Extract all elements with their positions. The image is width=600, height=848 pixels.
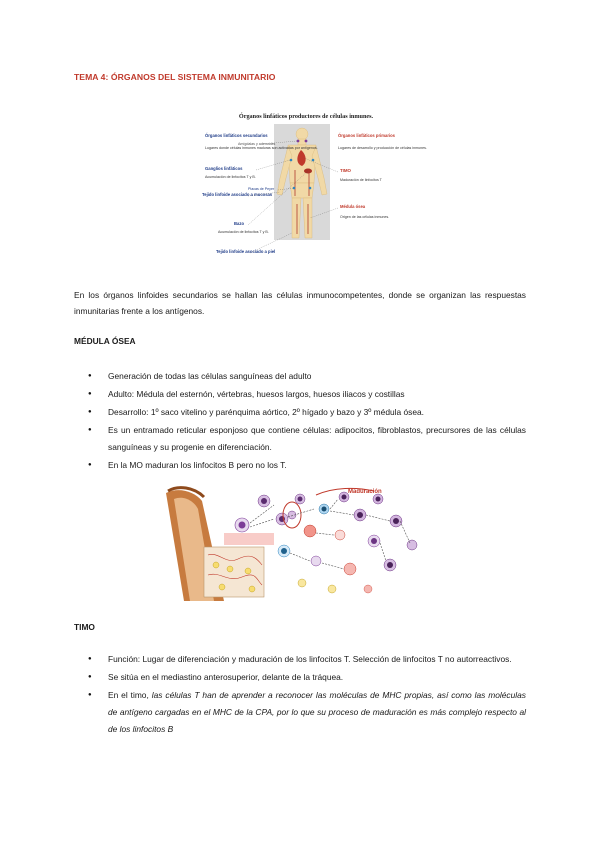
label-thymus: TIMO xyxy=(340,168,351,173)
label-peyer: Placas de Peyer xyxy=(248,187,275,191)
medula-list xyxy=(74,368,526,475)
label-marrow-desc: Origen de las células inmunes. xyxy=(340,215,390,219)
intro-paragraph: En los órganos linfoides secundarios se hallan las células inmunocompetentes, donde se organizan las respuestas inmunitarias frente a los antígenos. xyxy=(74,290,526,316)
document-title: TEMA 4: ÓRGANOS DEL SISTEMA INMUNITARIO xyxy=(74,72,276,82)
figure1-title: Órganos linfáticos productores de células inmunes. xyxy=(238,113,374,120)
label-thymus-desc: Maduración de linfocitos T xyxy=(340,178,382,182)
label-spleen: Bazo xyxy=(234,221,245,226)
label-spleen-desc: Acumulación de linfocitos T y B. xyxy=(218,230,269,234)
list-item: ● Adulto: Médula del esternón, vértebras, huesos largos, huesos iliacos y costillas xyxy=(74,386,526,403)
list-item: ● Se sitúa en el mediastino anterosuperior, delante de la tráquea. xyxy=(74,669,526,686)
bone-marrow-figure xyxy=(164,485,430,601)
label-tonsils: Amígdalas y adenoides xyxy=(238,142,276,146)
list-item: ● Función: Lugar de diferenciación y maduración de los linfocitos T. Selección de linfocitos T no autorreactivos. xyxy=(74,651,526,668)
timo-list xyxy=(74,651,526,739)
label-secondary: Órganos linfáticos secundarios xyxy=(205,133,268,138)
label-malt: Tejido linfoide asociado a mucosas xyxy=(202,192,273,197)
item-italic-text: las células T han de aprender a reconocer las moléculas de MHC propias, así como las moléculas de antígeno cargadas en el MHC de la CPA, por lo que su proceso de maduración es más complejo respecto al de los linfocitos B xyxy=(108,690,526,734)
label-primary-desc: Lugares de desarrollo y producción de células inmunes. xyxy=(338,146,427,150)
label-lymph-nodes-desc: Acumulación de linfocitos T y B. xyxy=(205,175,256,179)
label-secondary-desc: Lugares donde células inmunes maduras son activadas por antígenos. xyxy=(205,146,318,150)
figure2-label: Maduración xyxy=(348,489,382,495)
label-marrow: Médula ósea xyxy=(340,204,366,209)
item-lead-text: En el timo, xyxy=(108,690,152,700)
list-item xyxy=(74,687,526,738)
lymphoid-organs-figure xyxy=(200,108,427,270)
section-heading-timo: TIMO xyxy=(74,622,95,632)
list-item: ● Generación de todas las células sanguíneas del adulto xyxy=(74,368,526,385)
list-item: ● Desarrollo: 1º saco vitelino y parénquima aórtico, 2º hígado y bazo y 3º médula ósea. xyxy=(74,404,526,421)
list-item: ● En la MO maduran los linfocitos B pero no los T. xyxy=(74,457,526,474)
label-lymph-nodes: Ganglios linfáticos xyxy=(205,166,243,171)
label-skin: Tejido linfoide asociado a piel xyxy=(216,249,276,254)
section-heading-medula: MÉDULA ÓSEA xyxy=(74,336,136,346)
list-item: ● Es un entramado reticular esponjoso que contiene células: adipocitos, fibroblastos, precursores de las células sanguíneas y su progenie en diferenciación. xyxy=(74,422,526,456)
label-primary: Órganos linfáticos primarios xyxy=(338,133,396,138)
